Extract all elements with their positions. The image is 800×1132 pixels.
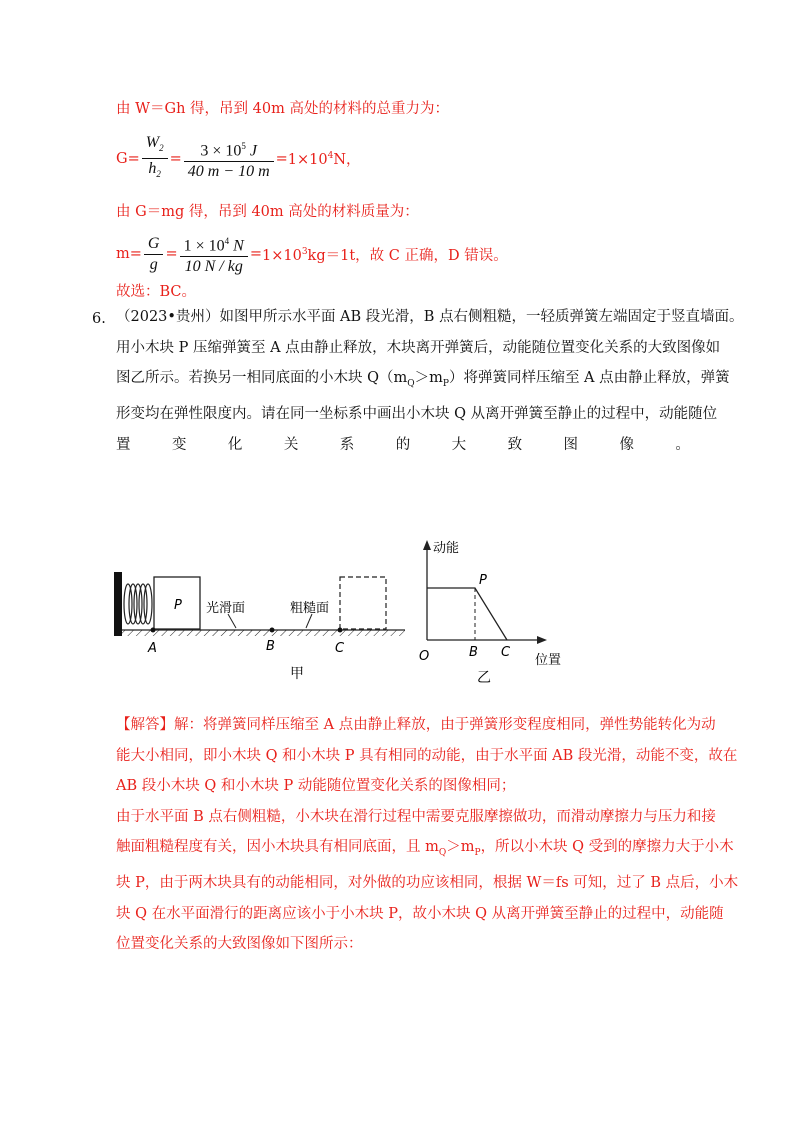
answer-line-2: 能大小相同，即小木块 Q 和小木块 P 具有相同的动能，由于水平面 AB 段光滑，动能不变，故在: [116, 747, 738, 764]
question-number: 6.: [92, 311, 106, 327]
label-c-axis: C: [501, 645, 511, 660]
answer-line-1: 【解答】解：将弹簧同样压缩至 A 点由静止释放，由于弹簧形变程度相同，弹性势能转化为动: [116, 717, 716, 733]
eq2-frac1-den: g: [149, 255, 158, 273]
eq1-frac1-den: h: [148, 160, 157, 178]
eq1-frac2-num-unit: J: [245, 141, 257, 159]
point-a: [151, 628, 156, 633]
equation-gravity: G = $\frac{W_2}{h_2}$ = $\frac{3 \times 10^5 J}{40 m - 10 m}$ = $1\times 10^4N$，: [116, 133, 361, 184]
answer-line-7: 块 Q 在水平面滑行的距离应该小于小木块 P，故小木块 Q 从离开弹簧至静止的过程中，动能随: [116, 905, 724, 922]
eq1-frac1-num: W: [145, 134, 160, 151]
line-answer-choice: 故选：BC。: [116, 284, 197, 300]
x-axis-label: 位置: [535, 653, 562, 668]
answer-line-6: 块 P，由于两木块具有的动能相同，对外做的功应该相同，根据 W＝fs 可知，过了 B 点后，小木: [116, 875, 739, 892]
label-rough: 粗糙面: [290, 601, 330, 616]
eq2-fraction-values: $\frac{1 \times 10^4 N}{10 N / kg}$: [180, 231, 248, 277]
block-p-label: P: [174, 598, 182, 613]
question-line-4: 形变均在弹性限度内。请在同一坐标系中画出小木块 Q 从离开弹簧至静止的过程中，动能随位: [116, 406, 718, 423]
eq1-frac1-num-sub: 2: [159, 143, 164, 154]
eq2-result: $1\times 10^3kg=1t$，故 C 正确，D 错误。: [261, 246, 508, 264]
block-dashed: [340, 577, 386, 629]
eq1-result: $1\times 10^4N$，: [287, 151, 361, 169]
question-line-5: 置 变 化 关 系 的 大 致 图 像 。: [116, 436, 690, 453]
y-axis-label: 动能: [433, 541, 460, 556]
line-w-gh: 由 W＝Gh 得，吊到 40m 高处的材料的总重力为：: [116, 101, 449, 117]
line-g-mg: 由 G＝mg 得，吊到 40m 高处的材料质量为：: [116, 204, 419, 220]
answer-line-3: AB 段小木块 Q 和小木块 P 动能随位置变化关系的图像相同；: [116, 778, 516, 794]
answer-line-5: 触面粗糙程度有关，因小木块具有相同底面，且 $m_Q>m_P$，所以小木块 Q 受到的摩擦力大于小木: [116, 839, 734, 858]
spring: [124, 584, 152, 624]
label-b: B: [266, 639, 275, 654]
eq1-fraction-values: [184, 136, 274, 182]
eq1-equals: =: [127, 150, 140, 167]
answer-line-8: 位置变化关系的大致图像如下图所示：: [116, 936, 363, 953]
eq2-frac2-den: 10 N / kg: [184, 258, 243, 276]
figure-jia: [110, 560, 410, 690]
ek-curve-p: [427, 588, 507, 640]
label-b-axis: B: [469, 645, 478, 660]
eq2-frac1-num: G: [144, 234, 164, 255]
eq1-frac2-num-sup: 5: [241, 140, 246, 151]
eq1-fraction-w-over-h: [142, 133, 168, 184]
ground: [122, 630, 405, 636]
answer-line-4: 由于水平面 B 点右侧粗糙，小木块在滑行过程中需要克服摩擦做功，而滑动摩擦力与压力和接: [116, 808, 716, 825]
label-a: A: [148, 641, 157, 656]
caption-jia: 甲: [290, 666, 304, 682]
answer-tag: 【解答】: [116, 717, 174, 733]
answer-text: [116, 710, 738, 960]
label-p: P: [479, 573, 487, 588]
eq1-lhs: G: [116, 150, 128, 167]
eq1-frac1-den-sub: 2: [156, 169, 161, 180]
origin-label: O: [419, 649, 430, 664]
wall: [114, 572, 122, 636]
question-line-2: 用小木块 P 压缩弹簧至 A 点由静止释放，木块离开弹簧后，动能随位置变化关系的大致图像如: [116, 339, 721, 356]
eq1-frac2-den: 40 m − 10 m: [187, 162, 270, 180]
label-smooth: 光滑面: [206, 601, 246, 616]
eq2-lhs: m: [116, 246, 130, 263]
question-text: [116, 302, 744, 460]
question-line-1: （2023•贵州）如图甲所示水平面 AB 段光滑，B 点右侧粗糙，一轻质弹簧左端固定于竖直墙面。: [116, 309, 744, 325]
eq1-frac2-num: 3 × 10: [200, 141, 242, 159]
caption-yi: 乙: [477, 670, 491, 686]
figure-yi: [415, 528, 575, 688]
point-b: [270, 628, 275, 633]
eq2-fraction-g-over-g: [144, 234, 164, 275]
equation-mass: m = $\frac{G}{g}$ = $\frac{1 \times 10^4 N}{10 N / kg}$ = $1\times 10^3kg=1t$，故 C 正确，D 错误。: [116, 231, 508, 277]
point-c: [338, 628, 343, 633]
question-line-3: 图乙所示。若换另一相同底面的小木块 $Q(m_Q>m_P)$将弹簧同样压缩至 A 点由静止释放，弹簧: [116, 370, 730, 389]
label-c: C: [335, 641, 345, 656]
